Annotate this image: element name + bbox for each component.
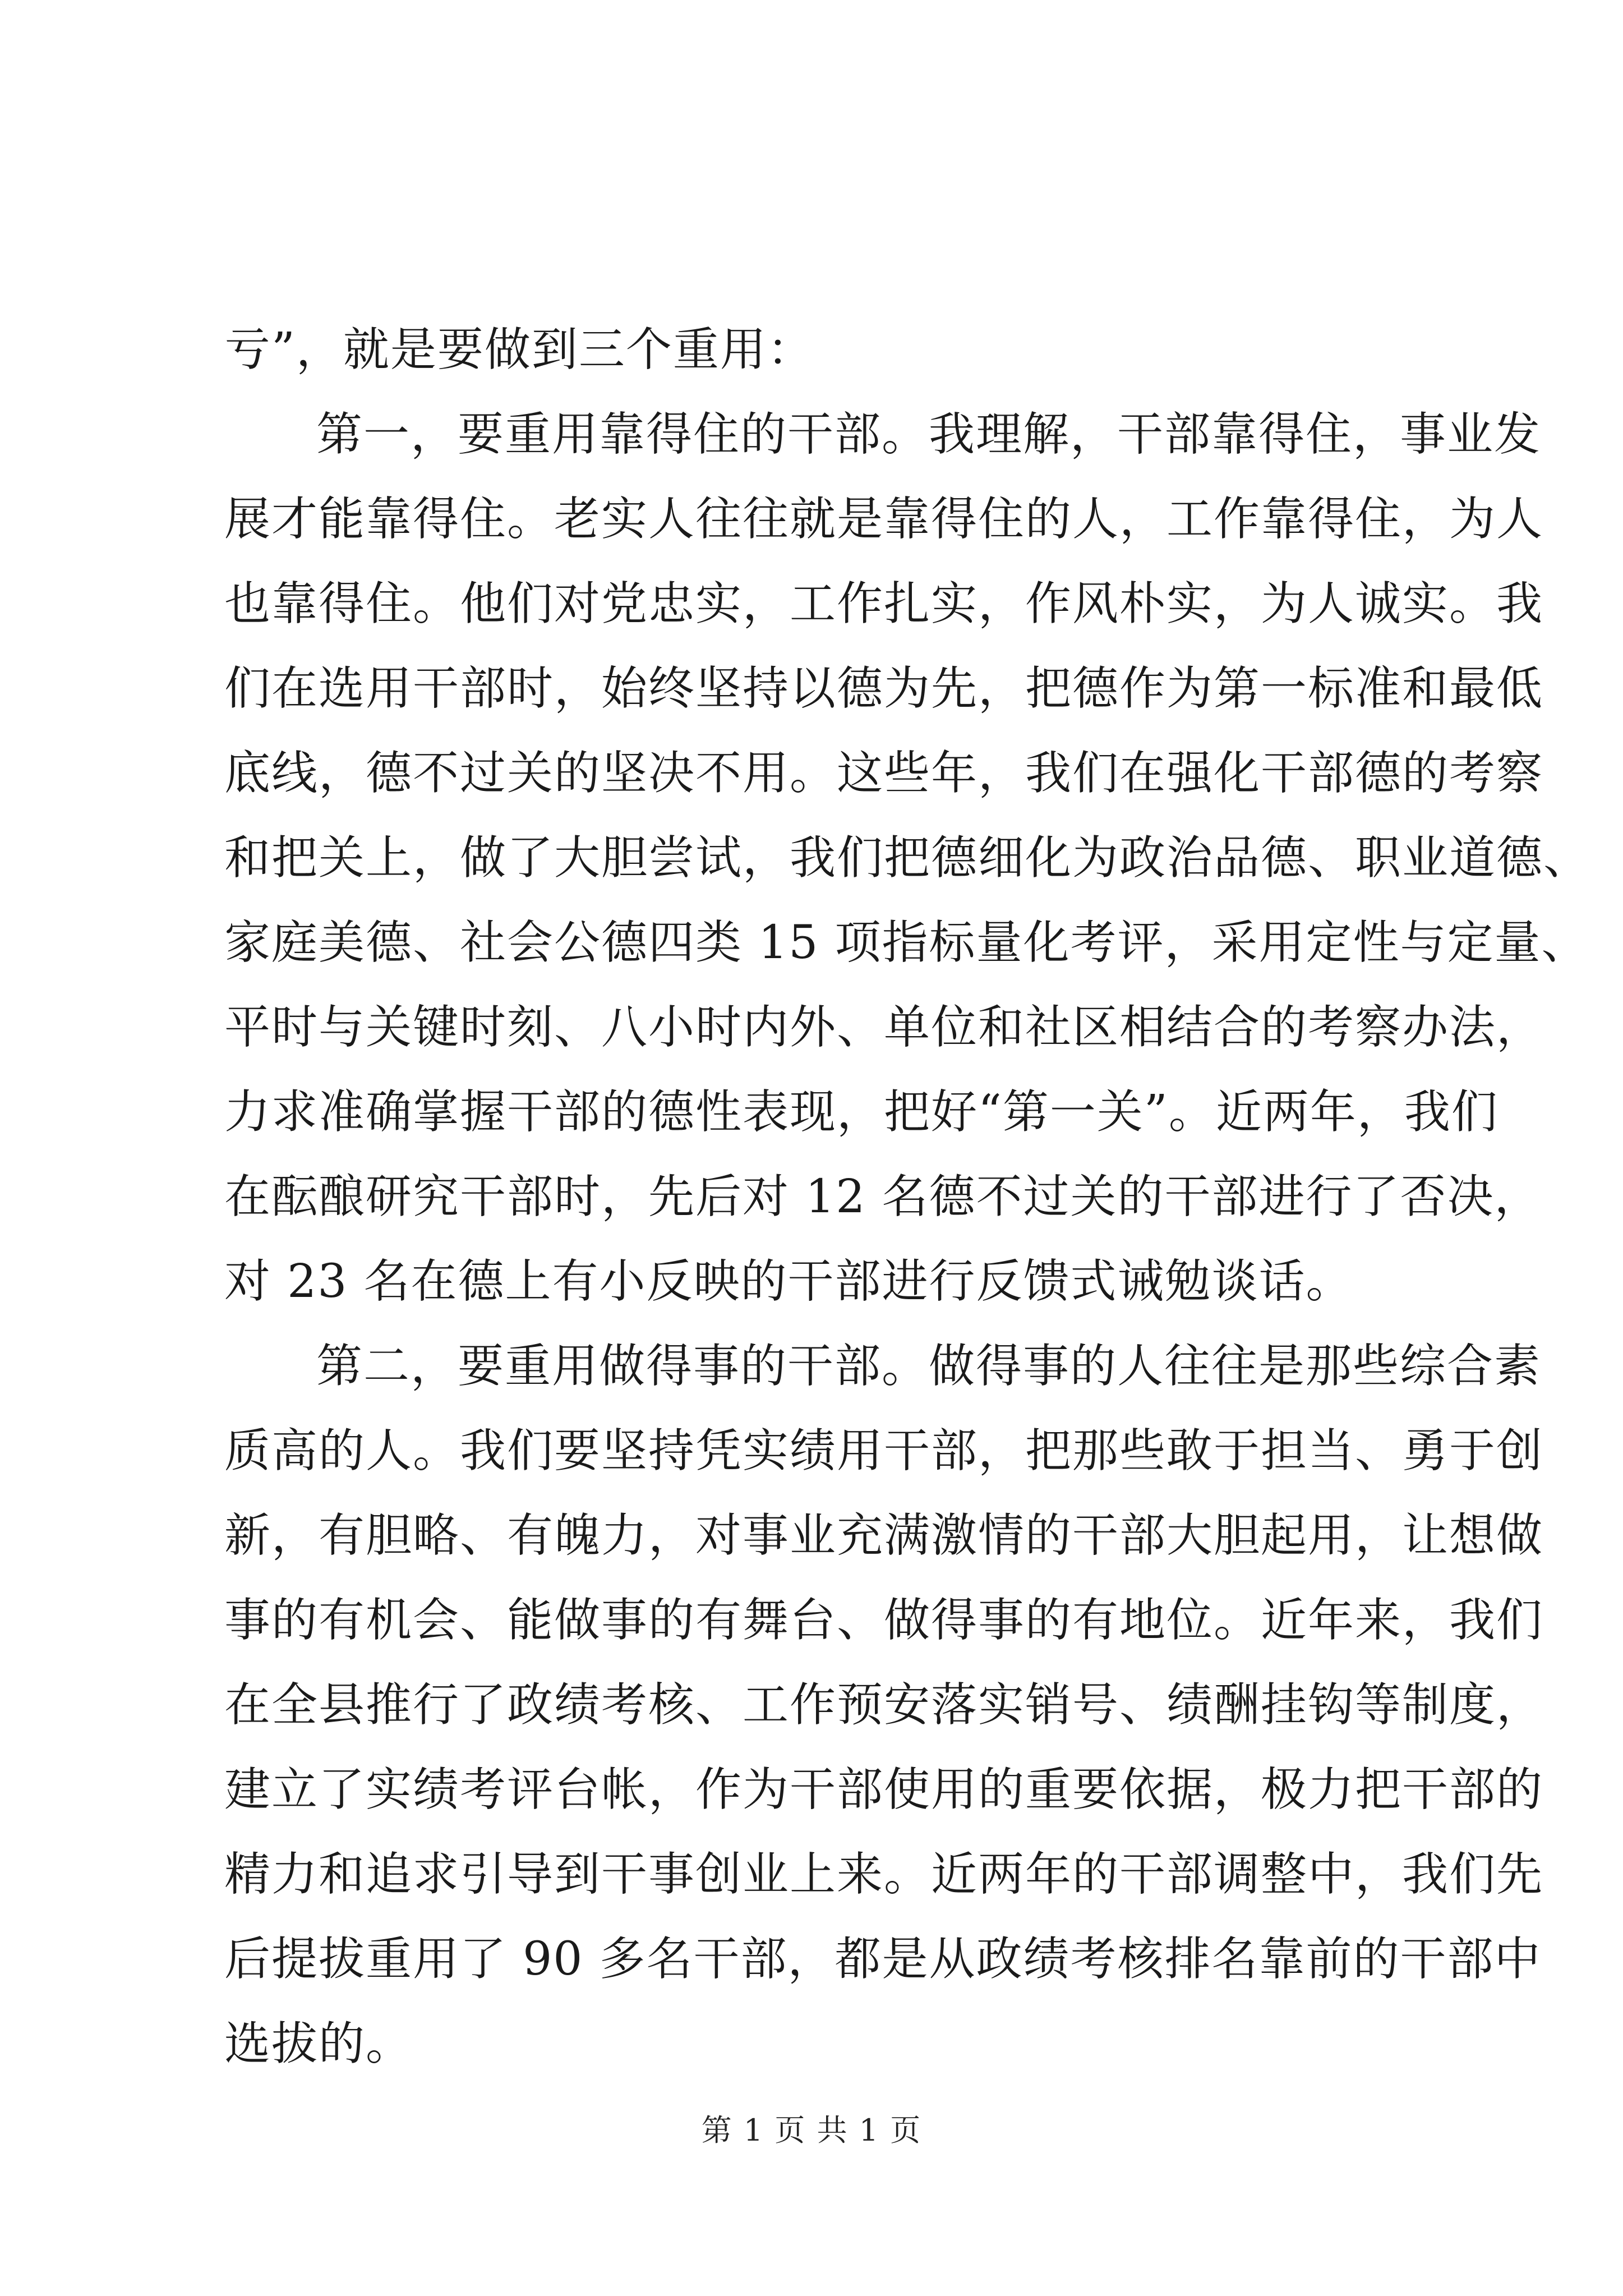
text-line: 建立了实绩考评台帐，作为干部使用的重要依据，极力把干部的 [224,1763,1544,1816]
text-line: 质高的人。我们要坚持凭实绩用干部，把那些敢于担当、勇于创 [224,1424,1544,1478]
text-line: 精力和追求引导到干事创业上来。近两年的干部调整中，我们先 [224,1848,1544,1901]
text-line: 家庭美德、社会公德四类 15 项指标量化考评，采用定性与定量、 [224,916,1589,969]
page-number-footer: 第 1 页 共 1 页 [701,2113,922,2148]
text-line: 事的有机会、能做事的有舞台、做得事的有地位。近年来，我们 [224,1594,1544,1647]
text-line: 在酝酿研究干部时，先后对 12 名德不过关的干部进行了否决， [224,1170,1542,1223]
text-line: 展才能靠得住。老实人往往就是靠得住的人，工作靠得住，为人 [224,493,1544,546]
text-line: 力求准确掌握干部的德性表现，把好“第一关”。近两年，我们 [224,1085,1498,1139]
text-line: 新，有胆略、有魄力，对事业充满激情的干部大胆起用，让想做 [224,1509,1544,1562]
text-line: 也靠得住。他们对党忠实，工作扎实，作风朴实，为人诚实。我 [224,577,1544,631]
paragraph-first-line: 第二，要重用做得事的干部。做得事的人往往是那些综合素 [316,1340,1542,1393]
text-line: 和把关上，做了大胆尝试，我们把德细化为政治品德、职业道德、 [224,831,1591,885]
text-line: 在全县推行了政绩考核、工作预安落实销号、绩酬挂钩等制度， [224,1678,1544,1732]
document-body [224,307,1591,2086]
text-line: 后提拔重用了 90 多名干部，都是从政绩考核排名靠前的干部中 [224,1932,1542,1986]
text-line: 选拔的。 [224,2017,413,2070]
text-line: 亏”，就是要做到三个重用： [224,323,814,376]
text-line: 平时与关键时刻、八小时内外、单位和社区相结合的考察办法， [224,1001,1544,1054]
paragraph-first-line: 第一，要重用靠得住的干部。我理解，干部靠得住，事业发 [316,408,1542,461]
text-line: 们在选用干部时，始终坚持以德为先，把德作为第一标准和最低 [224,662,1544,715]
text-line: 对 23 名在德上有小反映的干部进行反馈式诫勉谈话。 [224,1255,1353,1308]
text-line: 底线，德不过关的坚决不用。这些年，我们在强化干部德的考察 [224,747,1544,800]
